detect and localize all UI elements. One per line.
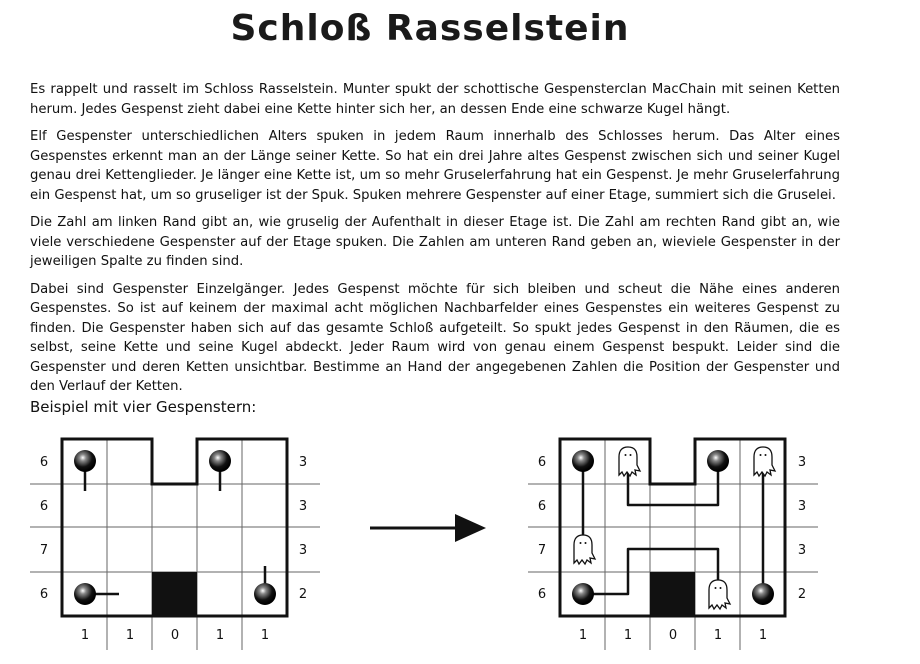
bottom-clue: 0: [668, 628, 678, 643]
ball-icon: [74, 583, 96, 605]
ball-icon: [752, 583, 774, 605]
bottom-clue: 1: [623, 628, 633, 643]
left-clue: 6: [39, 499, 49, 514]
bottom-clue: 1: [758, 628, 768, 643]
ghost-icon: [619, 447, 640, 476]
ball-icon: [209, 450, 231, 472]
bottom-clue: 1: [215, 628, 225, 643]
right-clue: 3: [298, 499, 308, 514]
left-clue: 6: [39, 455, 49, 470]
bottom-clue: 1: [260, 628, 270, 643]
example-grid-solution: [528, 439, 818, 650]
example-grid-before: [30, 439, 320, 650]
ball-icon: [254, 583, 276, 605]
right-clue: 3: [298, 543, 308, 558]
bottom-clue: 1: [578, 628, 588, 643]
paragraph-intro: Es rappelt und rasselt im Schloss Rasselstein. Munter spukt der schottische Gespensterclan MacChain mit seinen Ketten herum. Jedes Gespenst zieht dabei eine Kette hinter sich her, an dessen Ende eine schwarze Kugel hängt.: [30, 82, 840, 117]
ghost-icon: [574, 535, 595, 564]
ball-icon: [572, 450, 594, 472]
paragraph-rules: Dabei sind Gespenster Einzelgänger. Jedes Gespenst möchte für sich bleiben und scheut die Nähe eines anderen Gespenstes. So ist auf keinem der maximal acht möglichen Nachbarfelder eines Gespenstes ein weiteres Gespenst zu finden. Die Gespenster haben sich auf das gesamte Schloß aufgeteilt. So spukt jedes Gespenst in den Räumen, die es selbst, seine Kette und seine Kugel abdeckt. Jeder Raum wird von genau einem Gespenst bespukt. Leider sind die Gespenster und deren Ketten unsichtbar. Bestimme an Hand der angegebenen Zahlen die Position der Gespenster und den Verlauf der Ketten.: [30, 281, 840, 394]
left-clue: 6: [537, 587, 547, 602]
blocked-cell: [152, 572, 197, 616]
ball-icon: [572, 583, 594, 605]
blocked-cell: [650, 572, 695, 616]
bottom-clue: 1: [713, 628, 723, 643]
arrow-right-icon: [370, 514, 486, 542]
left-clue: 7: [537, 543, 547, 558]
right-clue: 3: [797, 499, 807, 514]
bottom-clue: 1: [125, 628, 135, 643]
ball-icon: [707, 450, 729, 472]
paragraph-age: Elf Gespenster unterschiedlichen Alters spuken in jedem Raum innerhalb des Schlosses herum. Das Alter eines Gespenstes erkennt man an der Länge seiner Kette. So hat ein drei Jahre altes Gespenst zwischen sich und seiner Kugel genau drei Kettenglieder. Je länger eine Kette ist, um so mehr Gruselerfahrung hat ein Gespenst. Je mehr Gruselerfahrung ein Gespenst hat, um so gruseliger ist der Spuk. Spuken mehrere Gespenster auf einer Etage, summiert sich die Gruselei.: [30, 129, 840, 203]
right-clue: 2: [797, 587, 807, 602]
left-clue: 6: [537, 499, 547, 514]
ghost-icon: [754, 447, 775, 476]
left-clue: 6: [537, 455, 547, 470]
example-heading: Beispiel mit vier Gespenstern:: [30, 398, 257, 416]
ghost-icon: [709, 580, 730, 609]
bottom-clue: 1: [80, 628, 90, 643]
right-clue: 3: [797, 543, 807, 558]
bottom-clue: 0: [170, 628, 180, 643]
paragraph-clues: Die Zahl am linken Rand gibt an, wie gruselig der Aufenthalt in dieser Etage ist. Die Zahl am rechten Rand gibt an, wie viele verschiedene Gespenster auf der Etage spuken. Die Zahlen am unteren Rand geben an, wieviele Gespenster in der jeweiligen Spalte zu finden sind.: [30, 215, 840, 269]
page-title: Schloß Rasselstein: [230, 8, 630, 49]
left-clue: 7: [39, 543, 49, 558]
left-clue: 6: [39, 587, 49, 602]
right-clue: 3: [797, 455, 807, 470]
right-clue: 2: [298, 587, 308, 602]
ball-icon: [74, 450, 96, 472]
right-clue: 3: [298, 455, 308, 470]
